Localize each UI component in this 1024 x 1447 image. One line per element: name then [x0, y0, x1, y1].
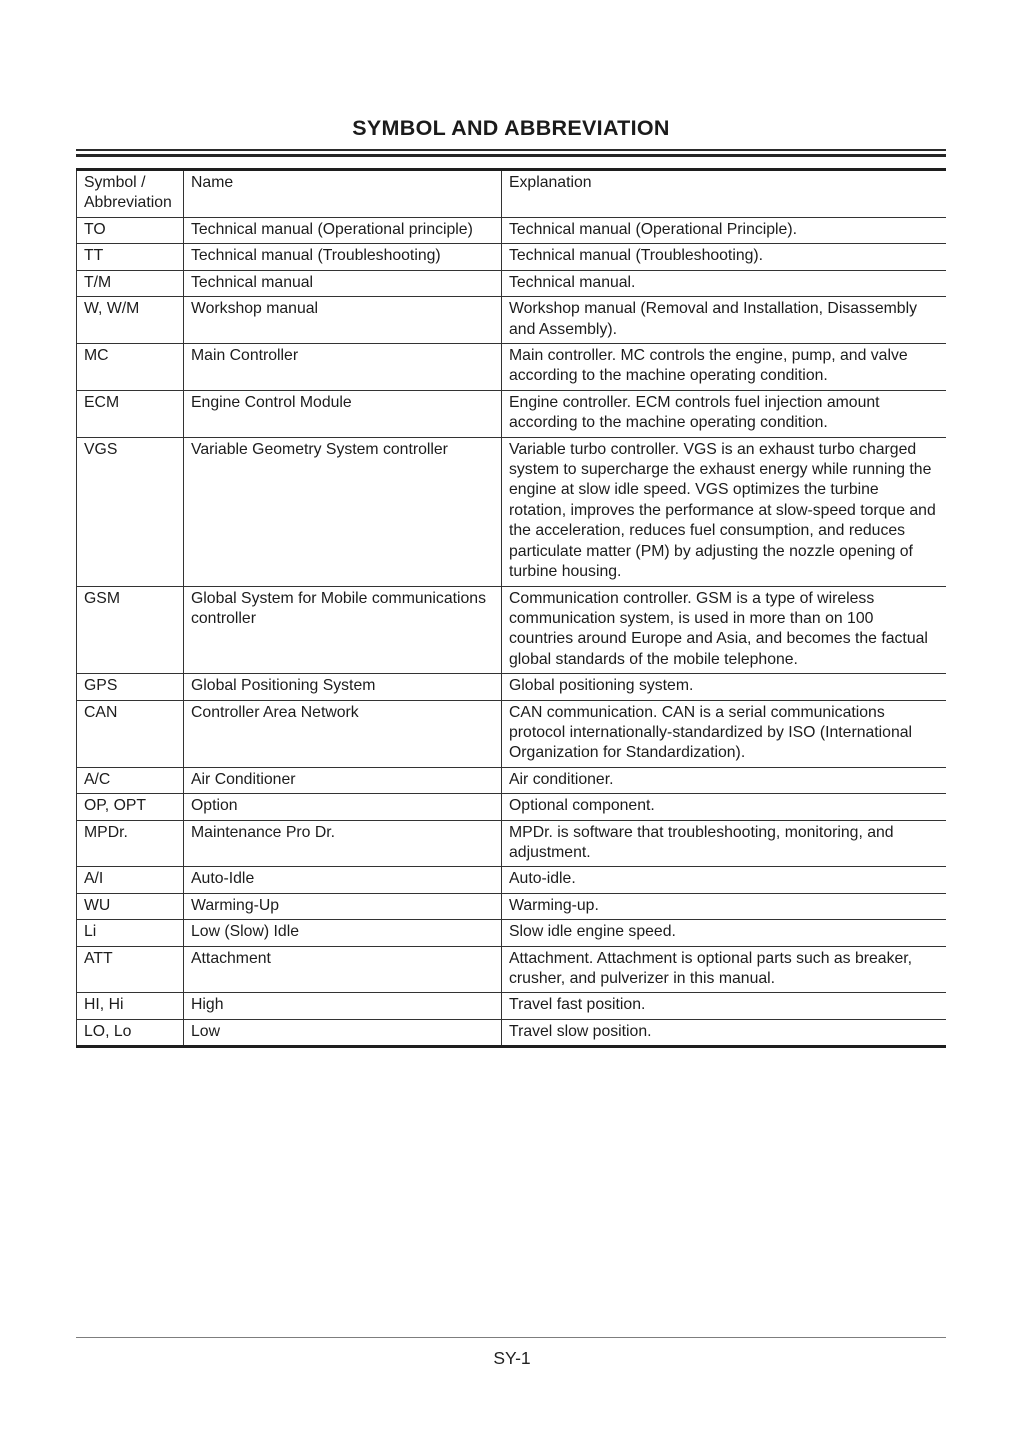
- cell-name: Maintenance Pro Dr.: [184, 820, 502, 867]
- cell-name: Low (Slow) Idle: [184, 920, 502, 946]
- cell-symbol: MPDr.: [77, 820, 184, 867]
- cell-name: Auto-Idle: [184, 867, 502, 893]
- cell-name: Attachment: [184, 946, 502, 993]
- page-title: SYMBOL AND ABBREVIATION: [352, 116, 670, 140]
- cell-symbol: Li: [77, 920, 184, 946]
- cell-symbol: WU: [77, 893, 184, 919]
- cell-explanation: Warming-up.: [502, 893, 946, 919]
- cell-explanation: MPDr. is software that troubleshooting, monitoring, and adjustment.: [502, 820, 946, 867]
- cell-explanation: Auto-idle.: [502, 867, 946, 893]
- cell-symbol: A/I: [77, 867, 184, 893]
- cell-name: Technical manual: [184, 270, 502, 296]
- cell-name: Workshop manual: [184, 297, 502, 344]
- cell-symbol: HI, Hi: [77, 993, 184, 1019]
- table-row: [77, 794, 946, 820]
- table-row: [77, 767, 946, 793]
- cell-name: Global System for Mobile communications controller: [184, 586, 502, 674]
- cell-name: Controller Area Network: [184, 700, 502, 767]
- page-number: SY-1: [493, 1348, 531, 1368]
- cell-symbol: GSM: [77, 586, 184, 674]
- table-header-row: [77, 170, 946, 218]
- cell-explanation: Optional component.: [502, 794, 946, 820]
- cell-name: Warming-Up: [184, 893, 502, 919]
- table-row: [77, 218, 946, 244]
- cell-symbol: TT: [77, 244, 184, 270]
- table-row: [77, 993, 946, 1019]
- table-row: [77, 244, 946, 270]
- cell-explanation: Travel fast position.: [502, 993, 946, 1019]
- cell-symbol: ECM: [77, 390, 184, 437]
- title-divider: [76, 149, 946, 157]
- cell-explanation: Travel slow position.: [502, 1019, 946, 1046]
- table-row: [77, 390, 946, 437]
- cell-explanation: Variable turbo controller. VGS is an exhaust turbo charged system to supercharge the exhaust energy while running the engine at slow idle speed. VGS optimizes the turbine rotation, improves the performance at slow-speed torque and the acceleration, reduces fuel consumption, and reduces particulate matter (PM) by adjusting the nozzle opening of turbine housing.: [502, 437, 946, 586]
- cell-name: Engine Control Module: [184, 390, 502, 437]
- cell-name: Technical manual (Operational principle): [184, 218, 502, 244]
- cell-symbol: ATT: [77, 946, 184, 993]
- cell-name: Low: [184, 1019, 502, 1046]
- table-row: [77, 674, 946, 700]
- footer-divider: [76, 1337, 946, 1338]
- table-row: [77, 920, 946, 946]
- table-row: [77, 297, 946, 344]
- cell-symbol: MC: [77, 344, 184, 391]
- cell-explanation: Technical manual (Operational Principle).: [502, 218, 946, 244]
- cell-symbol: A/C: [77, 767, 184, 793]
- cell-explanation: Engine controller. ECM controls fuel injection amount according to the machine operating condition.: [502, 390, 946, 437]
- cell-explanation: Slow idle engine speed.: [502, 920, 946, 946]
- cell-explanation: Technical manual (Troubleshooting).: [502, 244, 946, 270]
- table-row: [77, 867, 946, 893]
- table-row: [77, 946, 946, 993]
- page-content: [76, 0, 946, 1048]
- cell-symbol: TO: [77, 218, 184, 244]
- cell-name: Air Conditioner: [184, 767, 502, 793]
- column-header-name: Name: [184, 170, 502, 218]
- cell-symbol: GPS: [77, 674, 184, 700]
- cell-name: Technical manual (Troubleshooting): [184, 244, 502, 270]
- table-row: [77, 270, 946, 296]
- cell-explanation: Air conditioner.: [502, 767, 946, 793]
- table-row: [77, 700, 946, 767]
- cell-name: Main Controller: [184, 344, 502, 391]
- cell-name: Variable Geometry System controller: [184, 437, 502, 586]
- table-row: [77, 1019, 946, 1046]
- cell-explanation: CAN communication. CAN is a serial communications protocol internationally-standardized by ISO (International Organization for Standardization).: [502, 700, 946, 767]
- cell-symbol: OP, OPT: [77, 794, 184, 820]
- table-row: [77, 437, 946, 586]
- cell-symbol: VGS: [77, 437, 184, 586]
- cell-explanation: Technical manual.: [502, 270, 946, 296]
- table-row: [77, 586, 946, 674]
- table-row: [77, 344, 946, 391]
- cell-symbol: LO, Lo: [77, 1019, 184, 1046]
- cell-name: Option: [184, 794, 502, 820]
- table-row: [77, 893, 946, 919]
- cell-explanation: Main controller. MC controls the engine, pump, and valve according to the machine operating condition.: [502, 344, 946, 391]
- cell-explanation: Workshop manual (Removal and Installation, Disassembly and Assembly).: [502, 297, 946, 344]
- abbreviation-table: [76, 168, 946, 1048]
- column-header-symbol: Symbol / Abbreviation: [77, 170, 184, 218]
- cell-explanation: Communication controller. GSM is a type of wireless communication system, is used in more than on 100 countries around Europe and Asia, and becomes the factual global standards of the mobile telephone.: [502, 586, 946, 674]
- column-header-explanation: Explanation: [502, 170, 946, 218]
- table-row: [77, 820, 946, 867]
- cell-name: High: [184, 993, 502, 1019]
- cell-explanation: Global positioning system.: [502, 674, 946, 700]
- cell-symbol: T/M: [77, 270, 184, 296]
- table-body: [77, 218, 946, 1047]
- cell-symbol: CAN: [77, 700, 184, 767]
- cell-explanation: Attachment. Attachment is optional parts such as breaker, crusher, and pulverizer in this manual.: [502, 946, 946, 993]
- cell-symbol: W, W/M: [77, 297, 184, 344]
- cell-name: Global Positioning System: [184, 674, 502, 700]
